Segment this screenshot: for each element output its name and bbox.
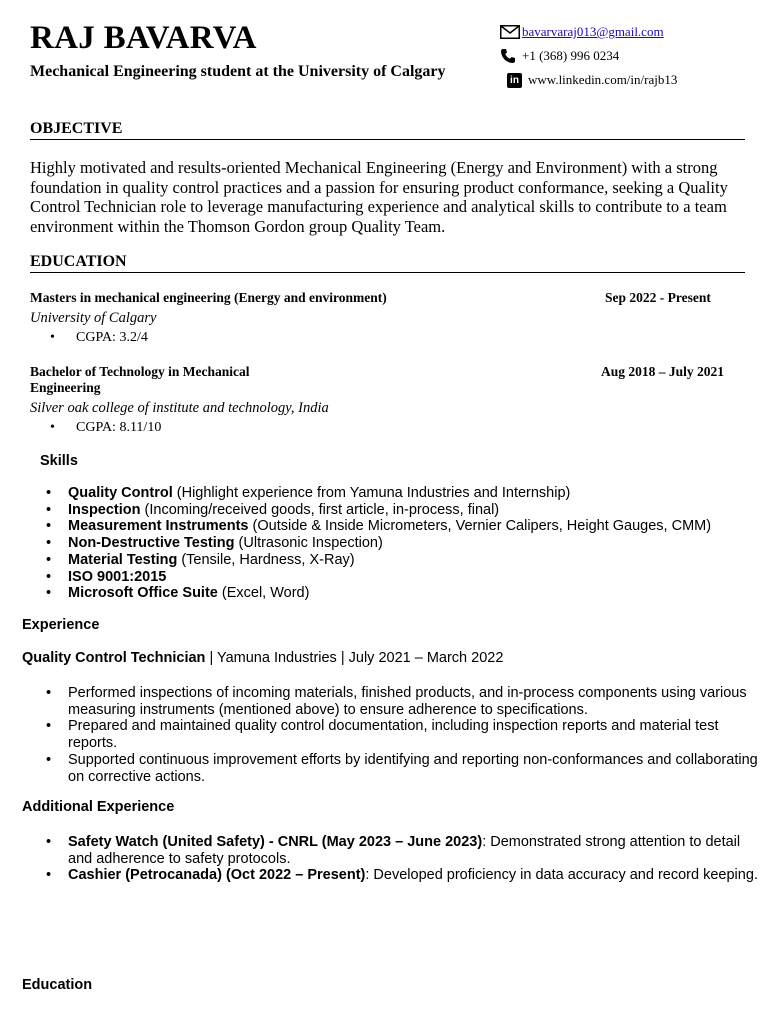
education-date: Aug 2018 – July 2021	[601, 364, 725, 379]
skill-title: Measurement Instruments	[68, 518, 249, 535]
email-link[interactable]: bavarvaraj013@gmail.com	[522, 24, 664, 39]
linkedin-icon	[500, 73, 528, 88]
contact-phone-row	[500, 44, 677, 68]
list-item	[68, 585, 768, 602]
objective-text: Highly motivated and results-oriented Mechanical Engineering (Energy and Environment) with a strong foundation in quality control practices and a passion for ensuring product conformance, seeking a Quality Control Technician role to leverage manufacturing experience and analytical skills to contribute to a team environment within the Thomson Gordon group Quality Team.	[30, 158, 728, 236]
additional-title: Safety Watch (United Safety) - CNRL (May 2023 – June 2023)	[68, 834, 483, 850]
linkedin-url[interactable]: www.linkedin.com/in/rajb13	[528, 72, 678, 87]
education-heading: EDUCATION	[30, 253, 745, 273]
list-item: • Supported continuous improvement efforts by identifying and reporting non-conformances and collaborating on corrective actions.	[68, 752, 763, 785]
additional-detail: : Developed proficiency in data accuracy and record keeping.	[365, 867, 758, 884]
list-item	[68, 569, 768, 586]
education-degree: Bachelor of Technology in Mechanical Engineering	[30, 364, 250, 395]
list-item	[68, 867, 763, 884]
contact-email-row	[500, 20, 677, 44]
list-item	[68, 552, 768, 569]
skill-detail: (Ultrasonic Inspection)	[234, 535, 383, 552]
list-item	[68, 485, 768, 502]
education-gpa-text: CGPA: 8.11/10	[76, 420, 162, 435]
job-meta: | Yamuna Industries | July 2021 – March 2022	[205, 650, 504, 666]
skill-title: Quality Control	[68, 485, 173, 501]
skill-detail: (Tensile, Hardness, X-Ray)	[177, 551, 355, 568]
objective-heading: OBJECTIVE	[30, 120, 745, 140]
experience-list	[68, 685, 763, 785]
job-title: Quality Control Technician	[22, 650, 206, 666]
bullet-icon: •	[50, 330, 55, 345]
additional-detail: : Demonstrated strong attention to detail and adherence to safety protocols.	[68, 834, 741, 867]
skill-title: Non-Destructive Testing	[68, 535, 235, 552]
education-degree: Masters in mechanical engineering (Energy and environment)	[30, 290, 387, 305]
skills-list	[68, 485, 768, 602]
skill-detail: (Excel, Word)	[217, 585, 310, 602]
list-item	[68, 518, 768, 535]
contact-linkedin-row	[500, 68, 677, 92]
skill-title: ISO 9001:2015	[68, 568, 167, 585]
education-date: Sep 2022 - Present	[605, 290, 711, 305]
list-item: • Performed inspections of incoming materials, finished products, and in-process components using various measuring instruments (mentioned above) to ensure adherence to specifications.	[68, 685, 763, 718]
education-gpa	[50, 330, 148, 346]
education-institution: Silver oak college of institute and technology, India	[30, 400, 329, 416]
skill-detail: (Highlight experience from Yamuna Industries and Internship)	[172, 485, 571, 501]
additional-experience-heading: Additional Experience	[22, 799, 175, 815]
list-item	[68, 535, 768, 552]
skill-detail: (Incoming/received goods, first article, in-process, final)	[140, 501, 500, 518]
candidate-name: RAJ BAVARVA	[30, 20, 257, 56]
list-item: • Prepared and maintained quality control documentation, including inspection reports and material test reports.	[68, 718, 763, 751]
contact-block	[500, 20, 677, 92]
envelope-icon	[500, 25, 522, 39]
candidate-subtitle: Mechanical Engineering student at the University of Calgary	[30, 63, 446, 80]
skill-title: Microsoft Office Suite	[68, 585, 218, 602]
linkedin-badge: in	[507, 73, 522, 88]
education-footer-heading: Education	[22, 977, 93, 993]
skill-detail: (Outside & Inside Micrometers, Vernier Calipers, Height Gauges, CMM)	[248, 518, 712, 535]
additional-experience-list	[68, 834, 763, 884]
education-gpa	[50, 420, 161, 436]
education-institution: University of Calgary	[30, 310, 157, 326]
list-item	[68, 502, 768, 519]
skill-title: Material Testing	[68, 551, 178, 568]
job-line	[22, 650, 503, 666]
skill-title: Inspection	[68, 501, 141, 518]
phone-icon	[500, 48, 522, 64]
phone-number: +1 (368) 996 0234	[522, 48, 620, 63]
skills-heading: Skills	[40, 453, 78, 469]
list-item	[68, 834, 763, 867]
education-gpa-text: CGPA: 3.2/4	[76, 330, 148, 345]
additional-title: Cashier (Petrocanada) (Oct 2022 – Present)	[68, 867, 366, 884]
bullet-icon: •	[50, 420, 55, 435]
experience-heading: Experience	[22, 617, 100, 633]
